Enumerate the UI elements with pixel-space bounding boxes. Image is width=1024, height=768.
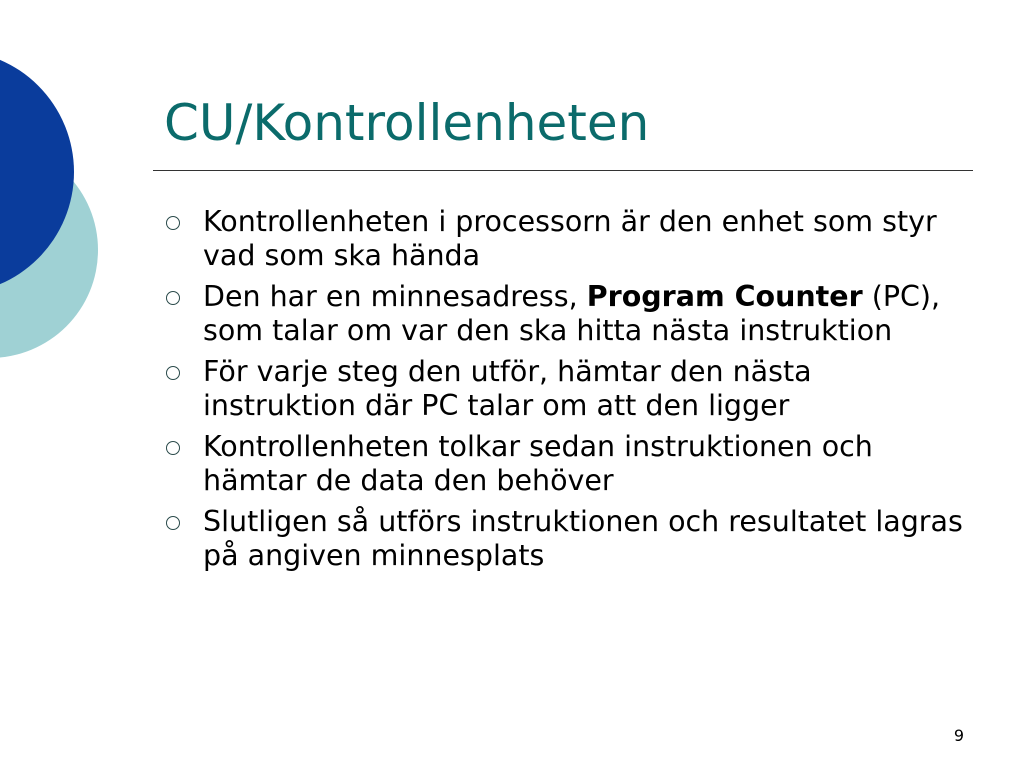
hollow-circle-icon bbox=[166, 216, 180, 230]
page-number: 9 bbox=[953, 726, 964, 745]
decorative-circles bbox=[0, 0, 110, 420]
bullet-text-bold: Program Counter bbox=[586, 280, 863, 313]
bullet-item bbox=[164, 505, 964, 573]
title-divider bbox=[153, 170, 973, 171]
bullet-item bbox=[164, 280, 964, 348]
hollow-circle-icon bbox=[166, 366, 180, 380]
hollow-circle-icon bbox=[166, 291, 180, 305]
bullet-text: För varje steg den utför, hämtar den nästa instruktion där PC talar om att den ligger bbox=[203, 355, 812, 422]
bullet-text-pre: Den har en minnesadress, bbox=[203, 280, 587, 313]
bullet-text: Kontrollenheten tolkar sedan instruktionen och hämtar de data den behöver bbox=[203, 430, 873, 497]
bullet-text: Slutligen så utförs instruktionen och resultatet lagras på angiven minnesplats bbox=[203, 505, 963, 572]
slide-title: CU/Kontrollenheten bbox=[164, 94, 650, 152]
hollow-circle-icon bbox=[166, 516, 180, 530]
bullet-item bbox=[164, 430, 964, 498]
bullet-text-post: (PC), som talar om var den ska hitta nästa instruktion bbox=[203, 280, 941, 347]
hollow-circle-icon bbox=[166, 441, 180, 455]
bullet-text: Kontrollenheten i processorn är den enhet som styr vad som ska hända bbox=[203, 205, 937, 272]
bullet-list bbox=[164, 205, 964, 580]
bullet-item bbox=[164, 355, 964, 423]
bullet-item bbox=[164, 205, 964, 273]
